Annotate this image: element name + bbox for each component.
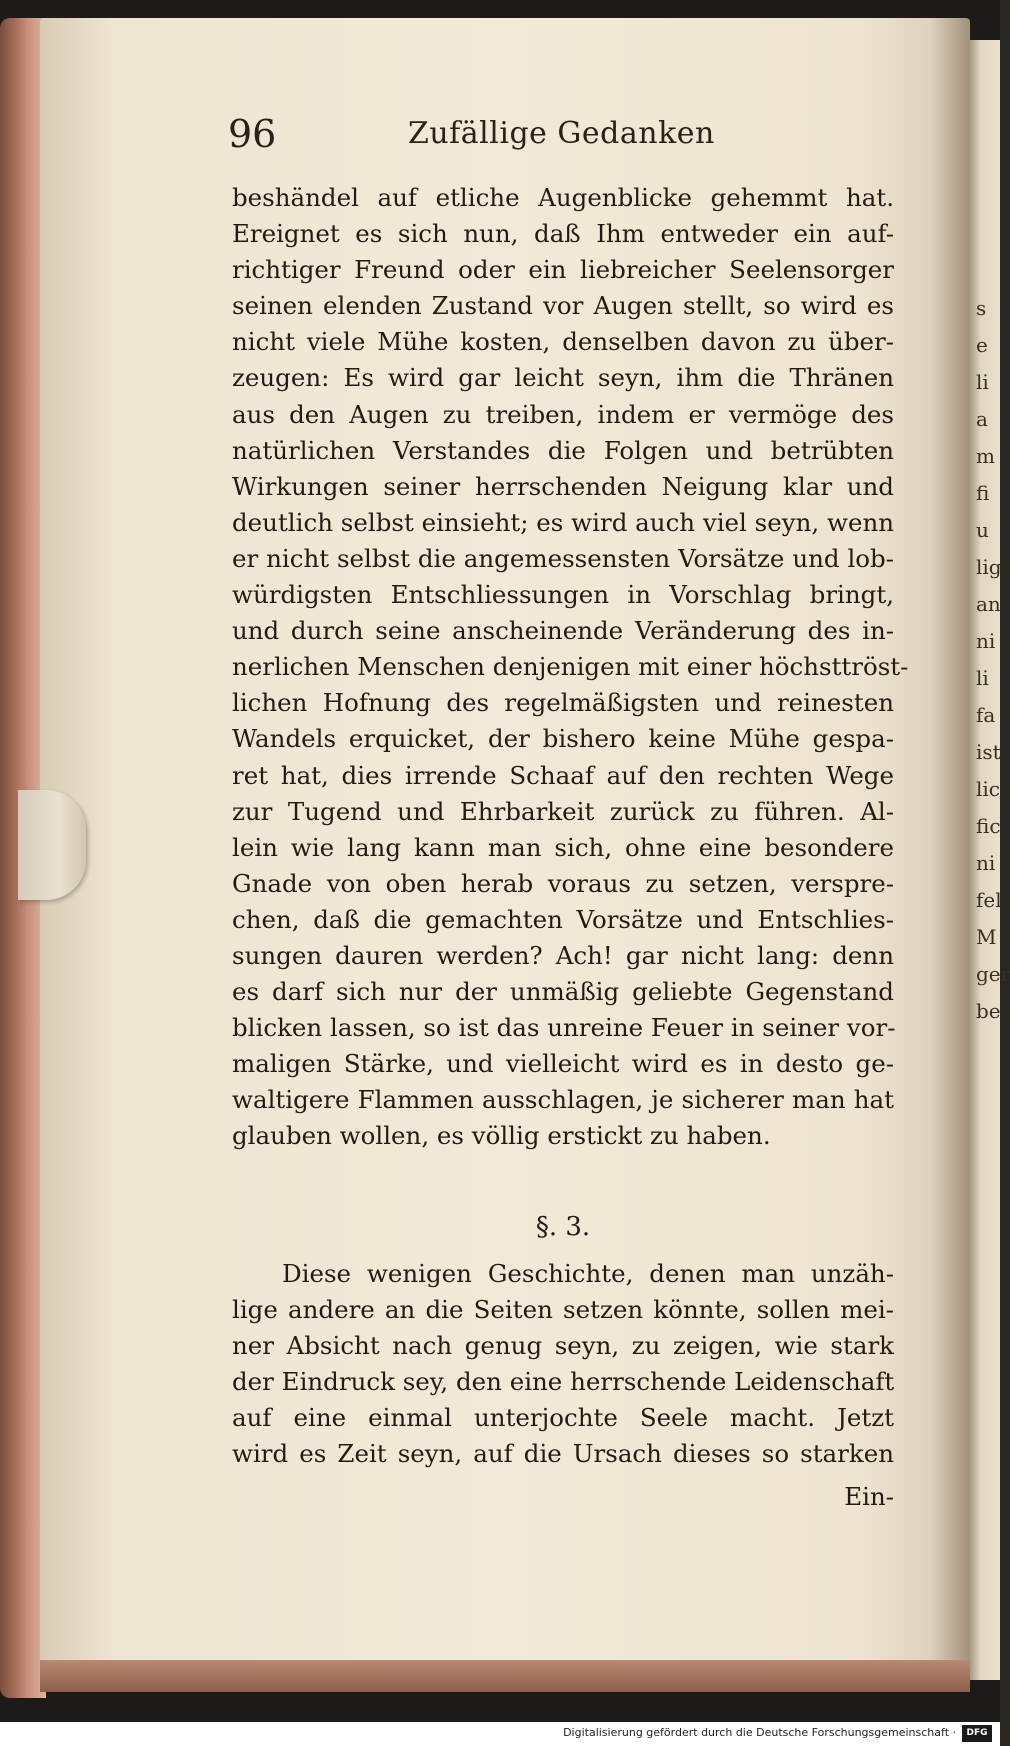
section-heading: §. 3. bbox=[535, 1212, 591, 1242]
text-line: sungen dauren werden? Ach! gar nicht lang: denn bbox=[232, 940, 894, 970]
page-number: 96 bbox=[228, 112, 277, 156]
facing-text-fragment: fic bbox=[976, 814, 1001, 838]
text-line: glauben wollen, es völlig erstickt zu haben. bbox=[232, 1121, 771, 1151]
text-line: er nicht selbst die angemessensten Vorsätze und lob- bbox=[232, 543, 894, 573]
text-line: ret hat, dies irrende Schaaf auf den rechten Wege bbox=[232, 760, 894, 790]
running-head bbox=[228, 112, 728, 162]
facing-text-fragment: fi bbox=[976, 481, 990, 505]
facing-text-fragment: an bbox=[976, 592, 1001, 616]
facing-text-fragment: ger bbox=[976, 962, 1010, 986]
text-line: lige andere an die Seiten setzen könnte, sollen mei- bbox=[232, 1295, 894, 1325]
facing-page-text bbox=[976, 290, 1010, 1030]
text-line: zeugen: Es wird gar leicht seyn, ihm die Thränen bbox=[232, 363, 894, 393]
text-line: lein wie lang kann man sich, ohne eine besondere bbox=[232, 832, 894, 862]
text-line: und durch seine anscheinende Veränderung des in- bbox=[232, 616, 894, 646]
text-line: maligen Stärke, und vielleicht wird es in desto ge- bbox=[232, 1049, 894, 1079]
text-line: Ereignet es sich nun, daß Ihm entweder ein auf- bbox=[232, 219, 894, 249]
text-line: waltigere Flammen ausschlagen, je sicherer man hat bbox=[232, 1085, 894, 1115]
text-line: Gnade von oben herab voraus zu setzen, verspre- bbox=[232, 868, 894, 898]
gutter-shadow bbox=[930, 18, 970, 1678]
facing-text-fragment: lig bbox=[976, 555, 1002, 579]
text-line: es darf sich nur der unmäßig geliebte Gegenstand bbox=[232, 977, 894, 1007]
text-line: der Eindruck sey, den eine herrschende Leidenschaft bbox=[232, 1367, 895, 1397]
facing-text-fragment: fa bbox=[976, 703, 996, 727]
text-line: Diese wenigen Geschichte, denen man unzäh- bbox=[282, 1259, 894, 1288]
facing-text-fragment: ni bbox=[976, 851, 996, 875]
text-line: deutlich selbst einsieht; es wird auch viel seyn, wenn bbox=[232, 507, 894, 537]
text-line: seinen elenden Zustand vor Augen stellt, so wird es bbox=[232, 291, 894, 321]
text-line: chen, daß die gemachten Vorsätze und Entschlies- bbox=[232, 904, 894, 934]
page-marker-tab bbox=[18, 790, 86, 900]
digitization-credit-bar bbox=[0, 1722, 1000, 1746]
facing-text-fragment: li bbox=[976, 666, 989, 690]
facing-text-fragment: fel bbox=[976, 888, 1002, 912]
text-line: Wirkungen seiner herrschenden Neigung klar und bbox=[232, 471, 894, 501]
catchword: Ein- bbox=[844, 1482, 894, 1511]
dfg-logo: DFG bbox=[962, 1725, 992, 1742]
facing-text-fragment: s bbox=[976, 296, 987, 320]
text-line: blicken lassen, so ist das unreine Feuer in seiner vor- bbox=[232, 1013, 896, 1043]
text-line: natürlichen Verstandes die Folgen und betrübten bbox=[232, 435, 894, 465]
credit-text: Digitalisierung gefördert durch die Deutsche Forschungsgemeinschaft · bbox=[563, 1726, 956, 1739]
facing-text-fragment: lic bbox=[976, 777, 1000, 801]
facing-text-fragment: ni bbox=[976, 629, 996, 653]
text-line: ner Absicht nach genug seyn, zu zeigen, wie stark bbox=[232, 1331, 894, 1361]
text-line: richtiger Freund oder ein liebreicher Seelensorger bbox=[232, 255, 894, 285]
facing-text-fragment: be bbox=[976, 999, 1001, 1023]
running-title: Zufällige Gedanken bbox=[408, 116, 715, 151]
facing-text-fragment: u bbox=[976, 518, 989, 542]
facing-text-fragment: a bbox=[976, 407, 988, 431]
text-line: Wandels erquicket, der bishero keine Mühe gespa- bbox=[232, 724, 894, 754]
text-line: beshändel auf etliche Augenblicke gehemmt hat. bbox=[232, 183, 894, 212]
text-line: nerlichen Menschen denjenigen mit einer höchsttröst- bbox=[232, 652, 909, 682]
facing-text-fragment: m bbox=[976, 444, 995, 468]
text-line: wird es Zeit seyn, auf die Ursach dieses so starken bbox=[232, 1439, 894, 1469]
section-text bbox=[232, 1256, 894, 1473]
book-bottom-edge bbox=[40, 1660, 970, 1692]
facing-text-fragment: e bbox=[976, 333, 988, 357]
facing-text-fragment: ist bbox=[976, 740, 1001, 764]
body-text bbox=[232, 180, 909, 1155]
text-line: lichen Hofnung des regelmäßigsten und reinesten bbox=[232, 688, 894, 718]
text-line: aus den Augen zu treiben, indem er vermöge des bbox=[232, 399, 894, 429]
facing-text-fragment: M bbox=[976, 925, 997, 949]
text-line: auf eine einmal unterjochte Seele macht. Jetzt bbox=[232, 1403, 894, 1433]
text-line: würdigsten Entschliessungen in Vorschlag bringt, bbox=[232, 580, 894, 610]
text-line: zur Tugend und Ehrbarkeit zurück zu führen. Al- bbox=[232, 796, 894, 826]
facing-text-fragment: li bbox=[976, 370, 989, 394]
text-line: nicht viele Mühe kosten, denselben davon zu über- bbox=[232, 327, 894, 357]
